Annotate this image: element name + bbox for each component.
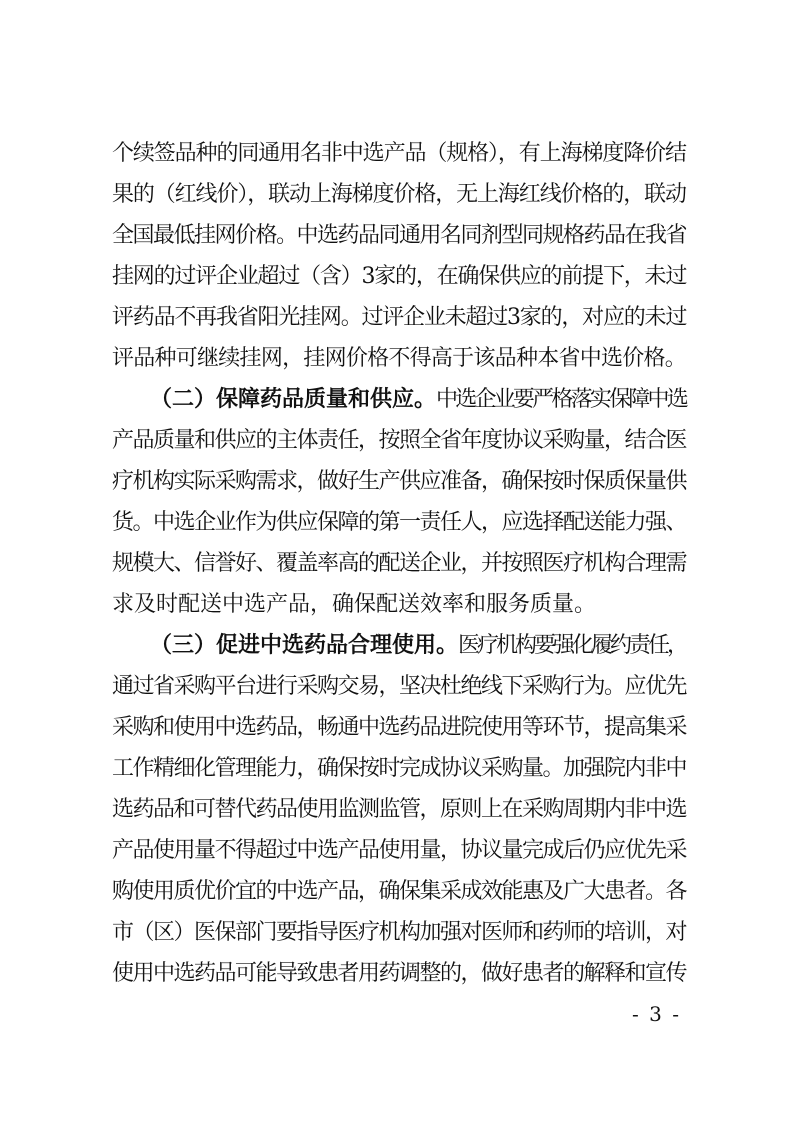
section-heading: （二）保障药品质量和供应。 — [150, 387, 437, 412]
paragraph-line — [0, 299, 793, 337]
paragraph-line — [0, 217, 793, 255]
paragraph-line — [0, 586, 793, 624]
paragraph-line — [0, 709, 793, 747]
paragraph-line — [0, 668, 793, 706]
paragraph-line — [0, 340, 793, 378]
line-text: 全国最低挂网价格。中选药品同通用名同剂型同规格药品在我省 — [112, 223, 687, 248]
line-text: 果的（红线价），联动上海梯度价格，无上海红线价格的，联动 — [112, 182, 686, 207]
page-number: - 3 - — [632, 1002, 681, 1026]
line-text: 产品使用量不得超过中选产品使用量，协议量完成后仍应优先采 — [112, 838, 687, 863]
line-text: 货。中选企业作为供应保障的第一责任人，应选择配送能力强、 — [112, 510, 687, 535]
line-text: 医疗机构要强化履约责任， — [458, 633, 687, 658]
paragraph-line — [0, 135, 793, 173]
line-text: 挂网的过评企业超过（含）3家的，在确保供应的前提下，未过 — [112, 264, 687, 289]
line-text: 市（区）医保部门要指导医疗机构加强对医师和药师的培训，对 — [112, 920, 687, 945]
line-text: 中选企业要严格落实保障中选 — [436, 387, 686, 412]
line-text: 选药品和可替代药品使用监测监管，原则上在采购周期内非中选 — [112, 797, 687, 822]
paragraph-line — [0, 914, 793, 952]
section-heading: （三）促进中选药品合理使用。 — [150, 633, 459, 658]
paragraph-line — [0, 955, 793, 993]
line-text: 个续签品种的同通用名非中选产品（规格），有上海梯度降价结 — [112, 141, 686, 166]
paragraph-line — [0, 545, 793, 583]
line-text: 使用中选药品可能导致患者用药调整的，做好患者的解释和宣传 — [112, 961, 687, 986]
line-text: 评药品不再我省阳光挂网。过评企业未超过3家的，对应的未过 — [112, 305, 687, 330]
paragraph-line — [0, 422, 793, 460]
line-text: 求及时配送中选产品，确保配送效率和服务质量。 — [112, 592, 597, 617]
section-heading-line — [0, 627, 793, 665]
paragraph-line — [0, 504, 793, 542]
line-text: 购使用质优价宜的中选产品，确保集采成效能惠及广大患者。各 — [112, 879, 687, 904]
paragraph-line — [0, 463, 793, 501]
section-heading-line — [0, 381, 793, 419]
line-text: 产品质量和供应的主体责任，按照全省年度协议采购量，结合医 — [112, 428, 687, 453]
line-text: 工作精细化管理能力，确保按时完成协议采购量。加强院内非中 — [112, 756, 687, 781]
paragraph-line — [0, 258, 793, 296]
paragraph-line — [0, 750, 793, 788]
line-text: 采购和使用中选药品，畅通中选药品进院使用等环节，提高集采 — [112, 715, 687, 740]
paragraph-line — [0, 791, 793, 829]
paragraph-line — [0, 832, 793, 870]
line-text: 规模大、信誉好、覆盖率高的配送企业，并按照医疗机构合理需 — [112, 551, 687, 576]
line-text: 通过省采购平台进行采购交易，坚决杜绝线下采购行为。应优先 — [112, 674, 687, 699]
line-text: 评品种可继续挂网，挂网价格不得高于该品种本省中选价格。 — [112, 346, 687, 371]
line-text: 疗机构实际采购需求，做好生产供应准备，确保按时保质保量供 — [112, 469, 687, 494]
paragraph-line — [0, 873, 793, 911]
paragraph-line — [0, 176, 793, 214]
